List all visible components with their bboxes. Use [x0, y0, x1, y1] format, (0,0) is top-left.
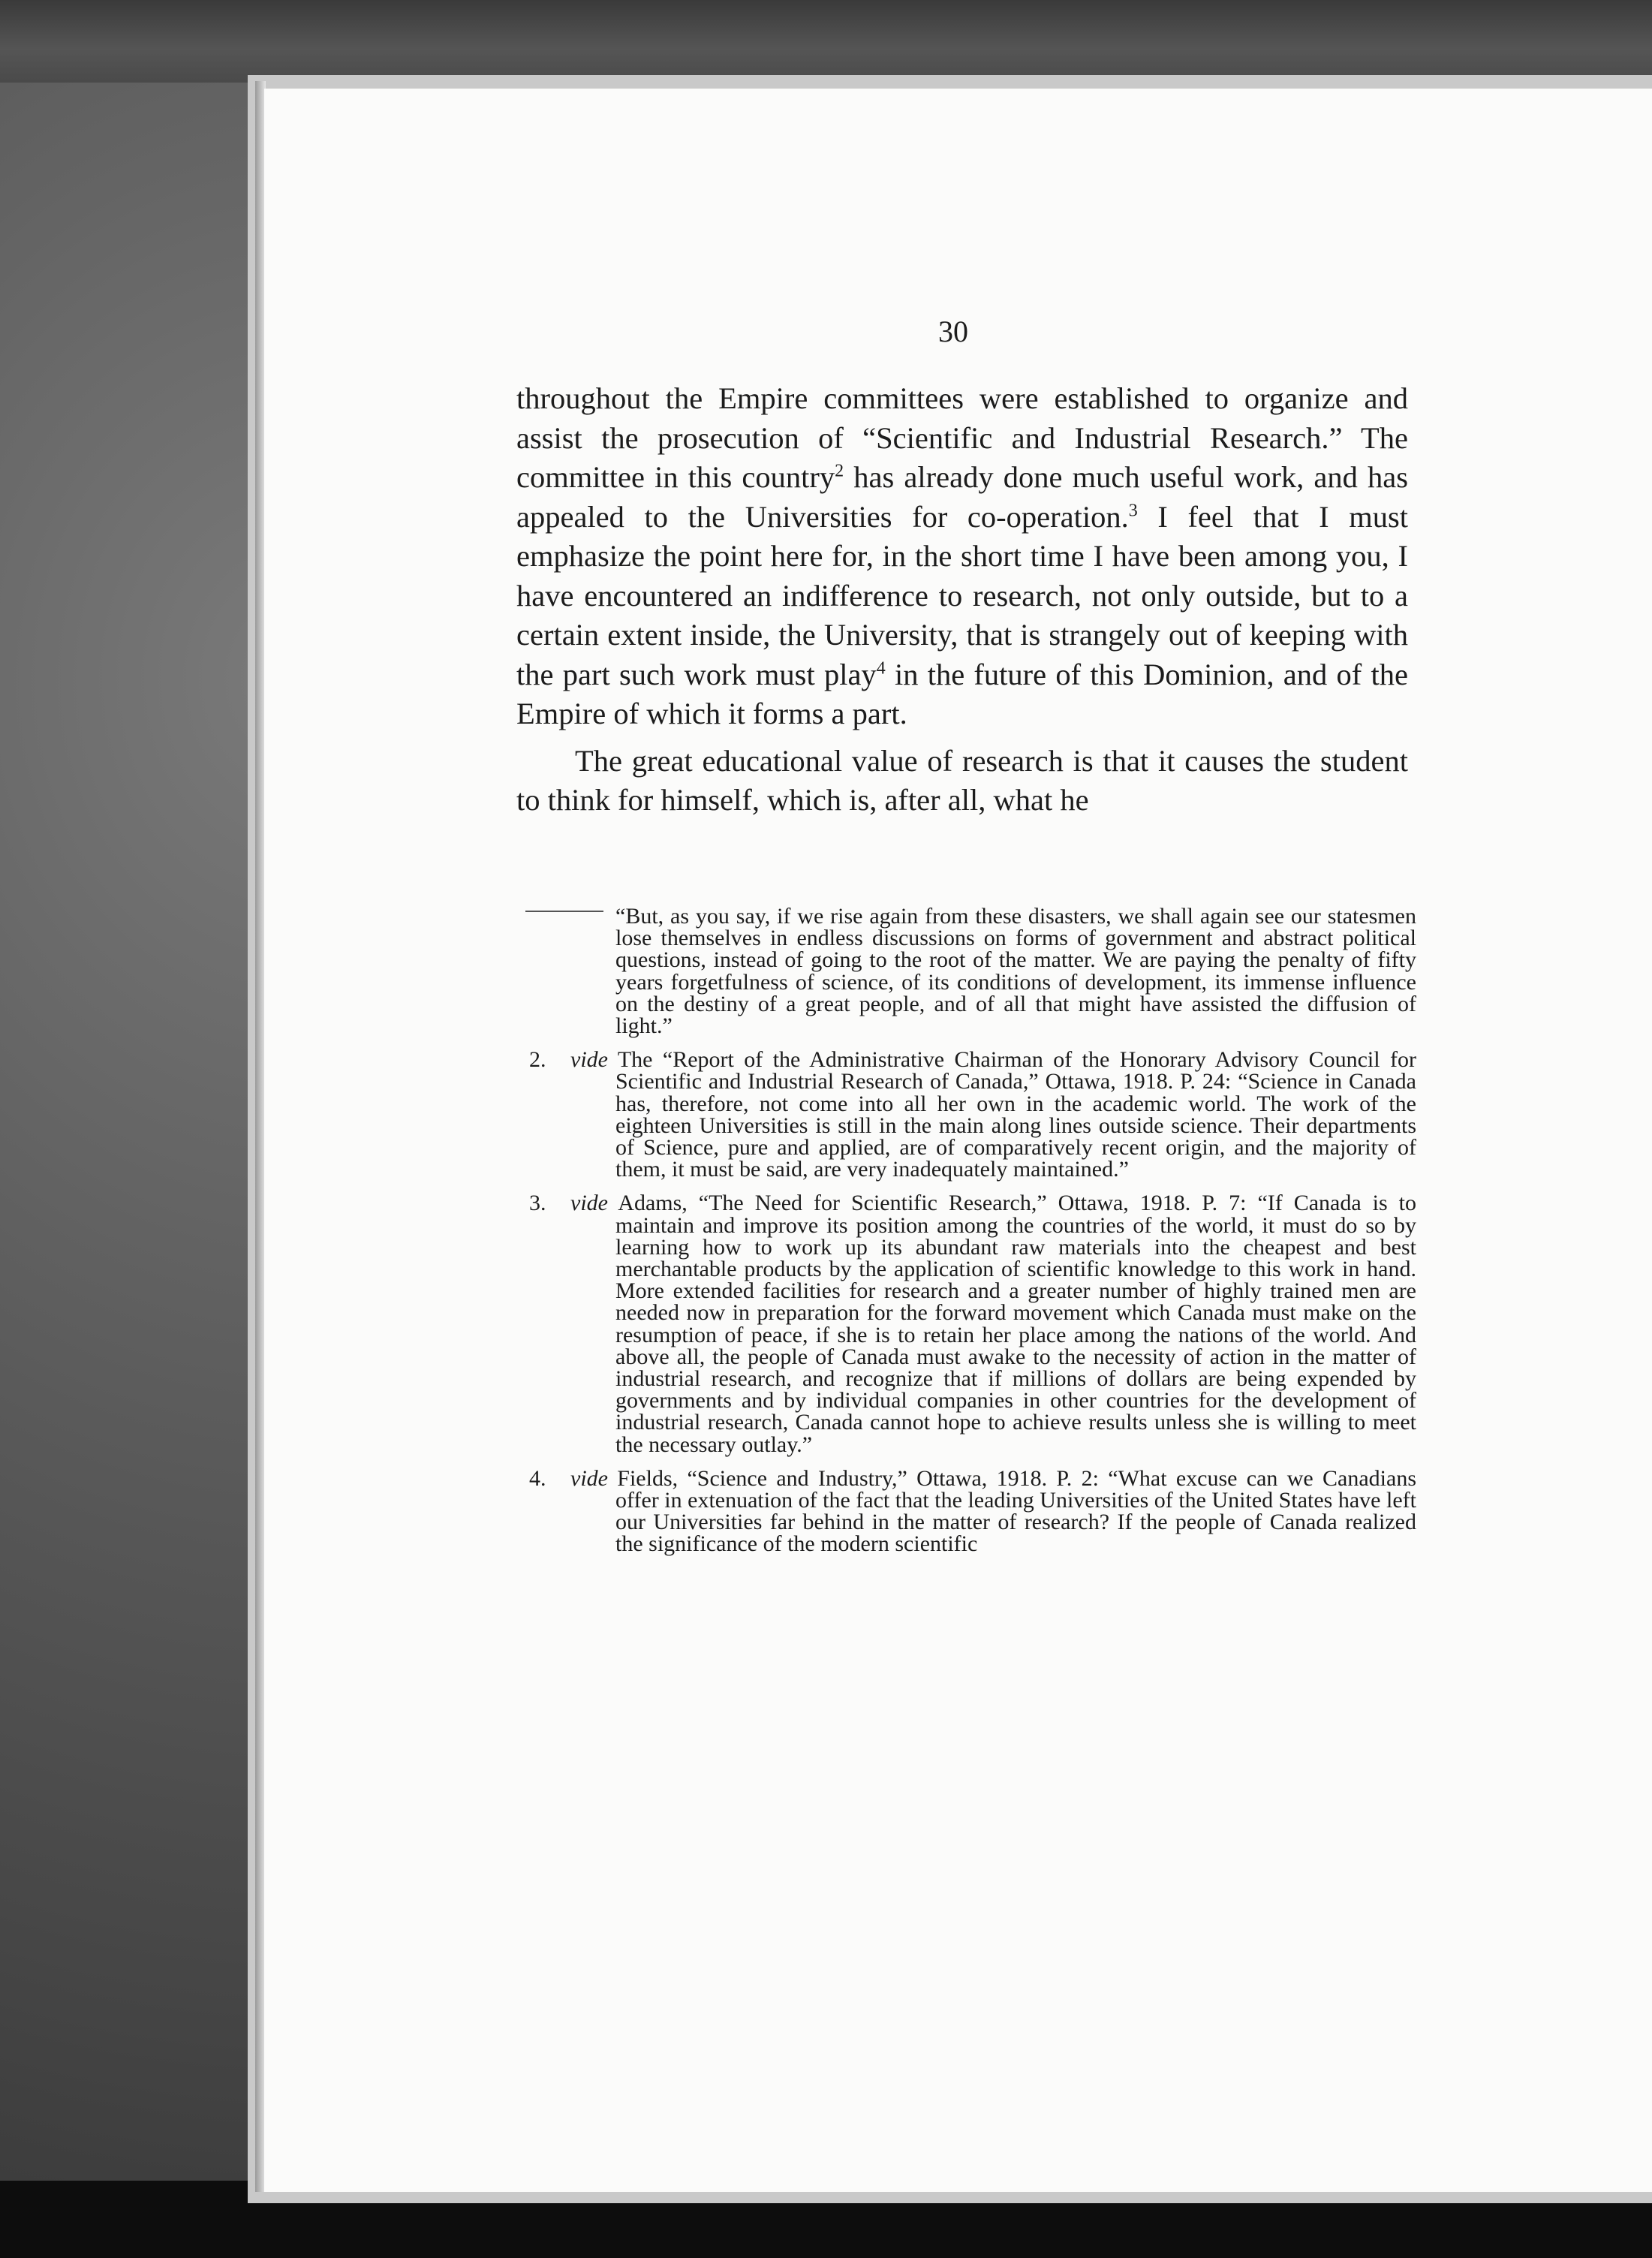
scan-top-edge — [0, 0, 1652, 83]
footnote-4 — [529, 1465, 1416, 1557]
footnote-vide: vide — [570, 1047, 608, 1073]
main-text — [516, 379, 1408, 820]
footnote-text: Adams, “The Need for Scientific Research,” Ottawa, 1918. P. 7: “If Canada is to maintain and improve its position among the countries of the world, it must do so by learning how to work up its abundant raw materials into the cheapest and best merchantable products by the application of scientific knowledge to this work in hand. More extended facilities for research and a greater number of highly trained men are needed now in preparation for the forward movement which Canada must make on the resumption of peace, if she is to retain her place among the nations of the world. And above all, the people of Canada must awake to the necessity of action in the matter of industrial research, and recognize that if millions of dollars are being expended by governments and by individual companies in other countries for the development of industrial research, Canada cannot hope to achieve results unless she is willing to meet the necessary outlay.” — [607, 1191, 1416, 1457]
footnote-ref-2: 2 — [835, 461, 844, 481]
footnote-ref-3: 3 — [1128, 501, 1138, 520]
paragraph-1-part-3: I feel that I must emphasize the point here for, in the short time I have been among you, I have encountered an indifference to research, not only outside, but to a certain extent inside, the University, that is strangely out of keeping with the part such work must play — [516, 499, 1408, 691]
footnote-number: 4. — [529, 1465, 546, 1491]
footnote-2 — [529, 1049, 1416, 1180]
footnote-vide: vide — [570, 1191, 608, 1216]
paragraph-1-part-1: throughout the Empire committees were established to organize and assist the prosecution of “Scientific and Industrial Research.” The committee in this country — [516, 381, 1408, 494]
footnote-text: The “Report of the Administrative Chairman of the Honorary Advisory Council for Scientific and Industrial Research of Canada,” Ottawa, 1918. P. 24: “Science in Canada has, therefore, not come into all her own in the academic world. The work of the eighteen Universities is still in the main along lines outside science. Their departments of Science, pure and applied, are of comparatively recent origin, and the majority of them, it must be said, are very inadequately maintained.” — [607, 1047, 1416, 1182]
paragraph-2: The great educational value of research is that it causes the student to think for himself, which is, after all, what he — [516, 743, 1408, 817]
paragraph-1-part-2: has already done much useful work, and has appealed to the Universities for co-operation. — [516, 460, 1409, 534]
footnote-number: 3. — [529, 1191, 546, 1216]
paragraph-1-part-4: in the future of this Dominion, and of the Empire of which it forms a part. — [516, 657, 1408, 730]
footnote-vide: vide — [570, 1465, 608, 1491]
paragraph-1 — [516, 379, 1408, 734]
footnote-3 — [529, 1192, 1416, 1455]
footnote-ref-4: 4 — [876, 658, 886, 678]
footnote-number: 2. — [529, 1047, 546, 1073]
page-number: 30 — [938, 315, 968, 348]
footnote-continued: “But, as you say, if we rise again from these disasters, we shall again see our statesmen lose themselves in endless discussions on forms of government and abstract political questions, instead of going to the root of the matter. We are paying the penalty of fifty years forgetfulness of science, of its conditions of development, its immense influence on the destiny of a great people, and of all that might have assisted the diffusion of light.” — [615, 904, 1416, 1039]
footnote-text: Fields, “Science and Industry,” Ottawa, 1918. P. 2: “What excuse can we Canadians offer in extenuation of the fact that the leading Universities of the United States have left our Universities far behind in the matter of research? If the people of Canada realized the significance of the modern scientific — [607, 1465, 1416, 1557]
footnotes — [529, 905, 1416, 1567]
